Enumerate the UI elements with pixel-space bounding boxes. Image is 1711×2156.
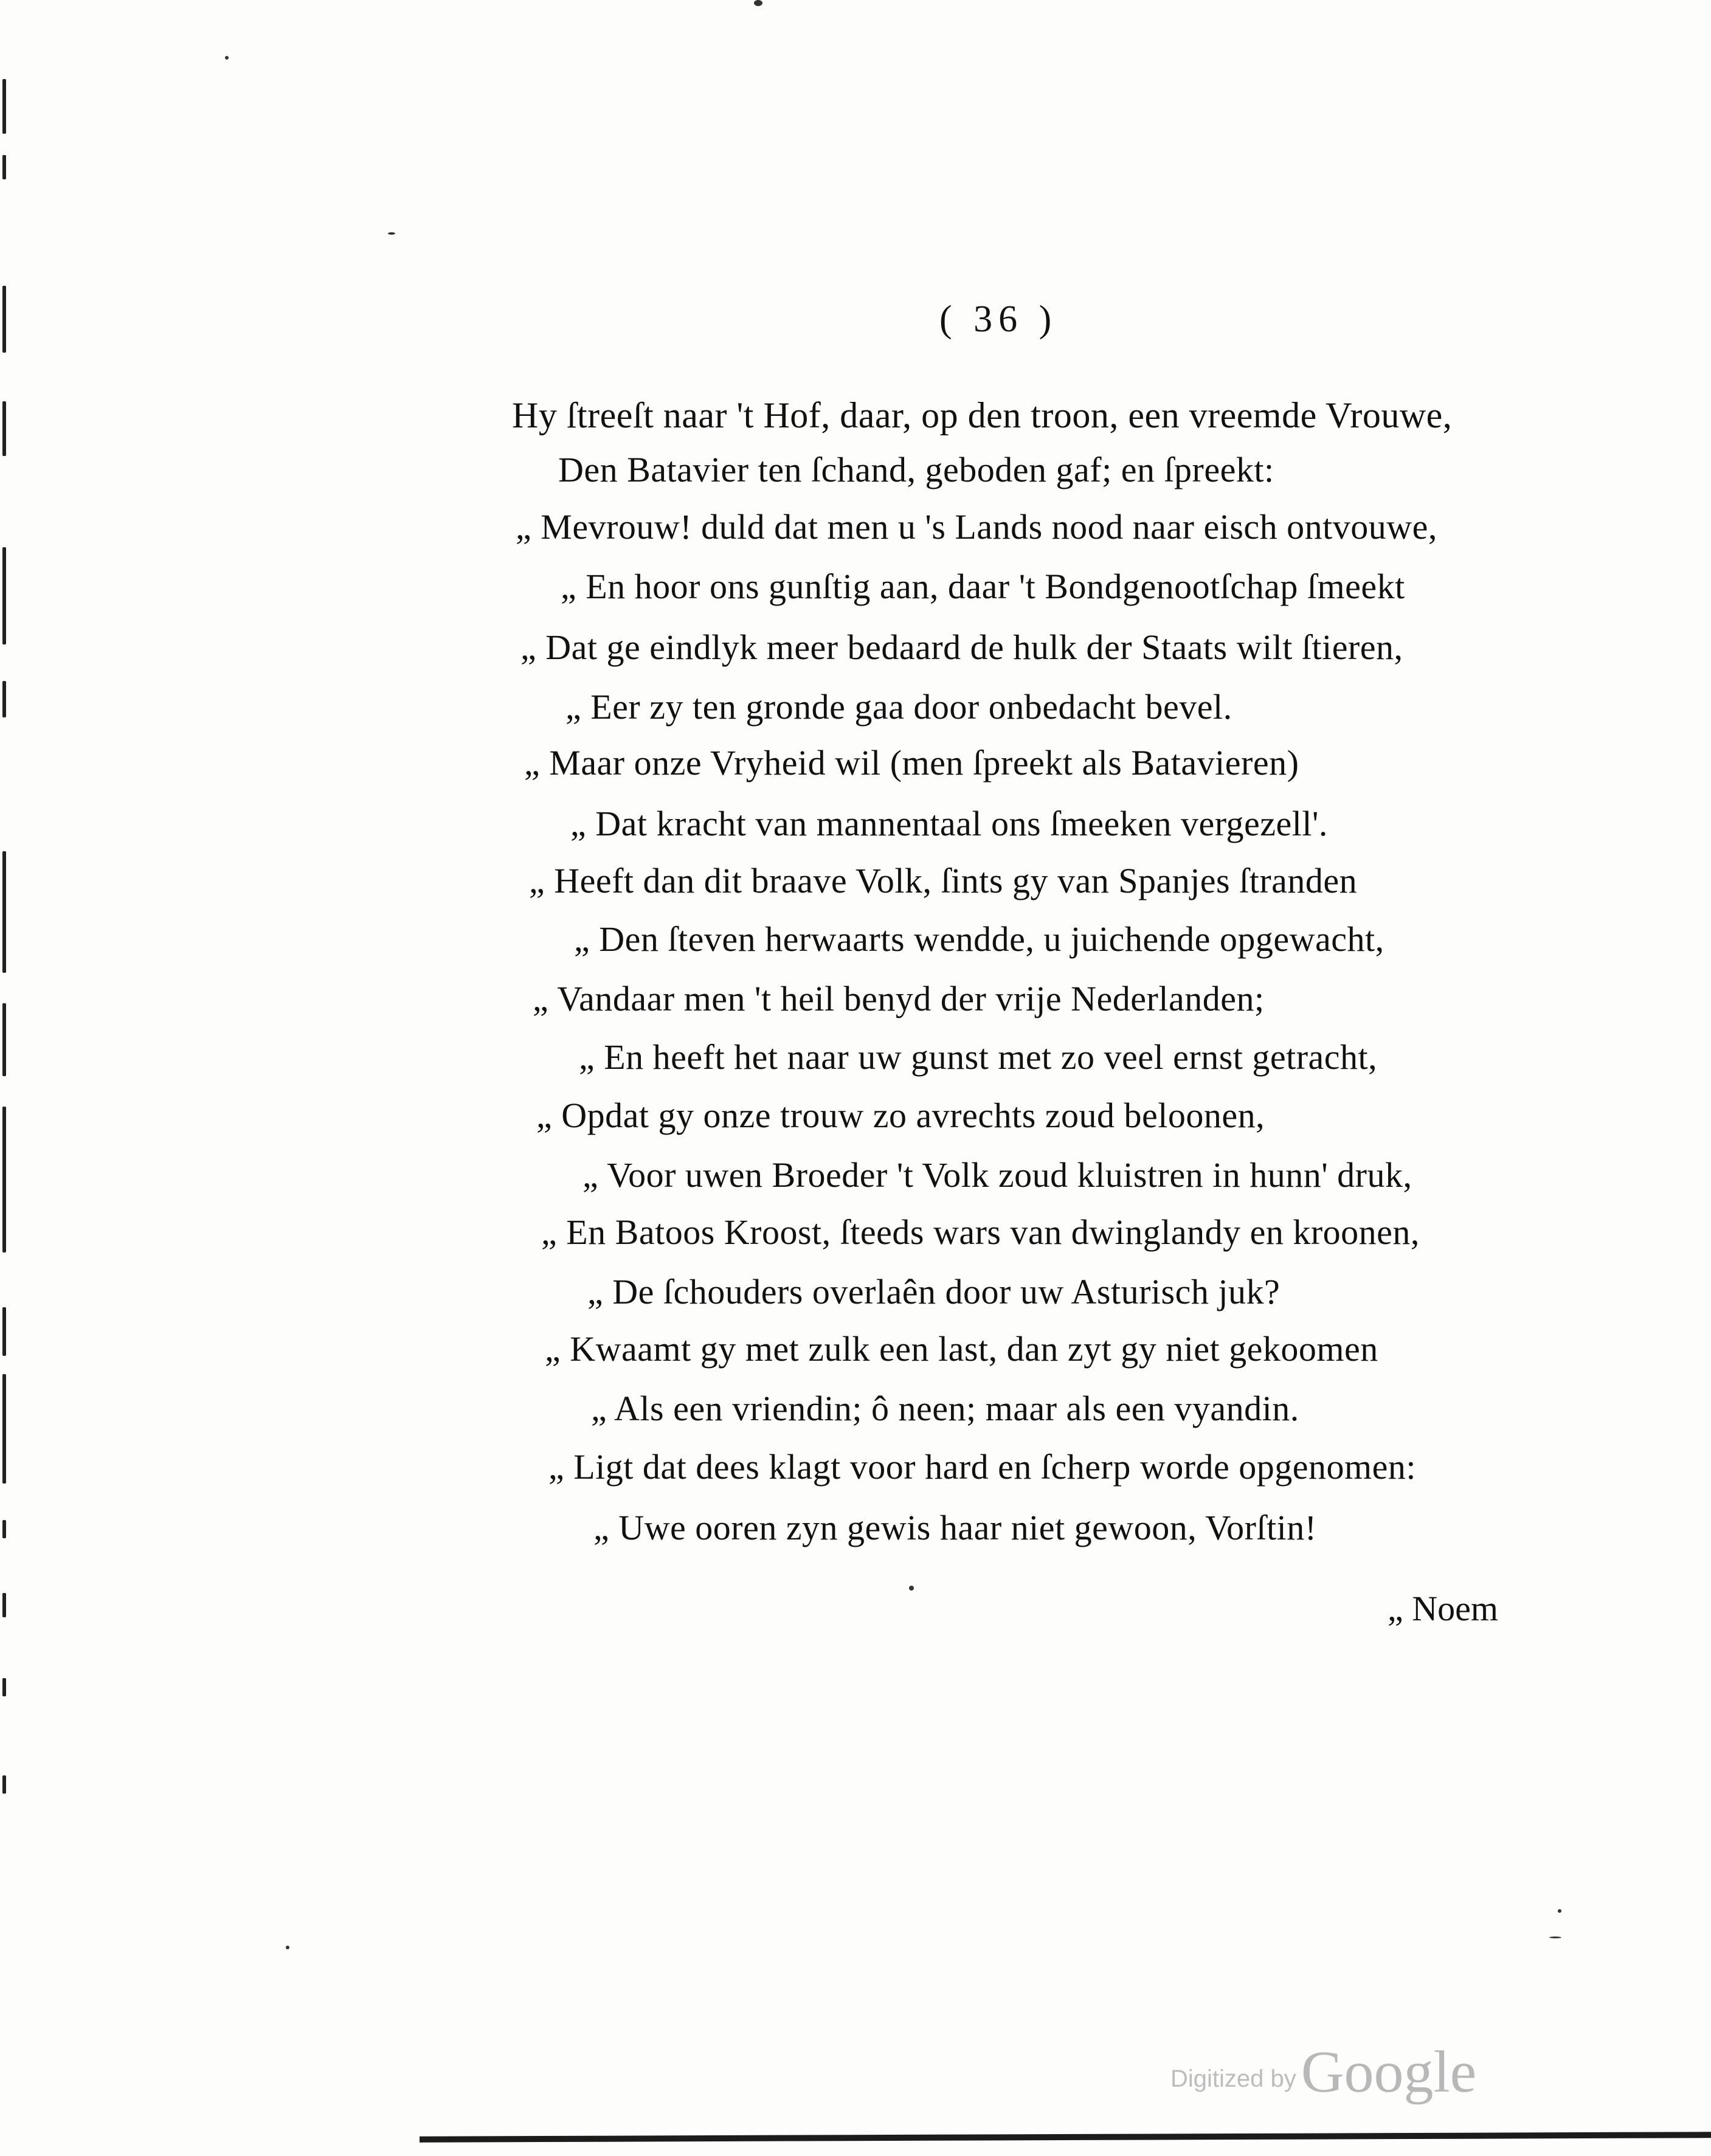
verse-line: „ Voor uwen Broeder 't Volk zoud kluistren in hunn' druk, bbox=[582, 1155, 1412, 1195]
ink-speck bbox=[225, 56, 229, 60]
verse-line: „ Eer zy ten gronde gaa door onbedacht bevel. bbox=[565, 687, 1232, 727]
verse-line: „ Mevrouw! duld dat men u 's Lands nood naar eisch ontvouwe, bbox=[516, 507, 1437, 547]
ink-speck bbox=[1549, 1937, 1561, 1938]
page-number: ( 36 ) bbox=[939, 299, 1058, 340]
scan-edge-marks bbox=[0, 0, 21, 2156]
watermark-prefix: Digitized by bbox=[1170, 2065, 1296, 2092]
verse-line: „ Dat ge eindlyk meer bedaard de hulk der Staats wilt ſtieren, bbox=[520, 627, 1403, 667]
verse-line: „ Kwaamt gy met zulk een last, dan zyt gy niet gekoomen bbox=[545, 1329, 1378, 1369]
verse-line: „ Heeft dan dit braave Volk, ſints gy van Spanjes ſtranden bbox=[529, 861, 1358, 900]
verse-line: „ En heeft het naar uw gunst met zo veel ernst getracht, bbox=[579, 1037, 1378, 1077]
verse-line: „ De ſchouders overlaên door uw Asturisch juk? bbox=[587, 1272, 1281, 1311]
verse-line: „ Vandaar men 't heil benyd der vrije Nederlanden; bbox=[533, 979, 1265, 1018]
verse-line: „ En hoor ons gunſtig aan, daar 't Bondgenootſchap ſmeekt bbox=[561, 567, 1405, 606]
ink-speck bbox=[1558, 1909, 1561, 1913]
verse-line: „ Uwe ooren zyn gewis haar niet gewoon, Vorſtin! bbox=[593, 1508, 1317, 1547]
catchword: „ Noem bbox=[1388, 1589, 1498, 1628]
verse-line: „ Den ſteven herwaarts wendde, u juichende opgewacht, bbox=[574, 919, 1384, 959]
ink-speck bbox=[286, 1946, 289, 1949]
verse-line: „ Dat kracht van mannentaal ons ſmeeken vergezell'. bbox=[570, 804, 1328, 843]
ink-speck bbox=[909, 1586, 914, 1591]
ink-speck bbox=[388, 232, 395, 235]
page-bottom-edge bbox=[420, 2132, 1711, 2142]
watermark-brand: Google bbox=[1301, 2039, 1477, 2105]
verse-line: Hy ſtreeſt naar 't Hof, daar, op den troon, een vreemde Vrouwe, bbox=[512, 395, 1453, 435]
verse-line: „ Ligt dat dees klagt voor hard en ſcherp worde opgenomen: bbox=[548, 1447, 1416, 1487]
verse-line: „ Opdat gy onze trouw zo avrechts zoud beloonen, bbox=[536, 1096, 1265, 1135]
verse-line: Den Batavier ten ſchand, geboden gaf; en ſpreekt: bbox=[558, 450, 1274, 489]
verse-line: „ Maar onze Vryheid wil (men ſpreekt als Batavieren) bbox=[524, 743, 1299, 783]
verse-line: „ Als een vriendin; ô neen; maar als een vyandin. bbox=[591, 1389, 1299, 1428]
verse-line: „ En Batoos Kroost, ſteeds wars van dwinglandy en kroonen, bbox=[541, 1212, 1420, 1252]
ink-speck bbox=[754, 0, 762, 6]
digitized-watermark bbox=[1170, 2038, 1476, 2106]
